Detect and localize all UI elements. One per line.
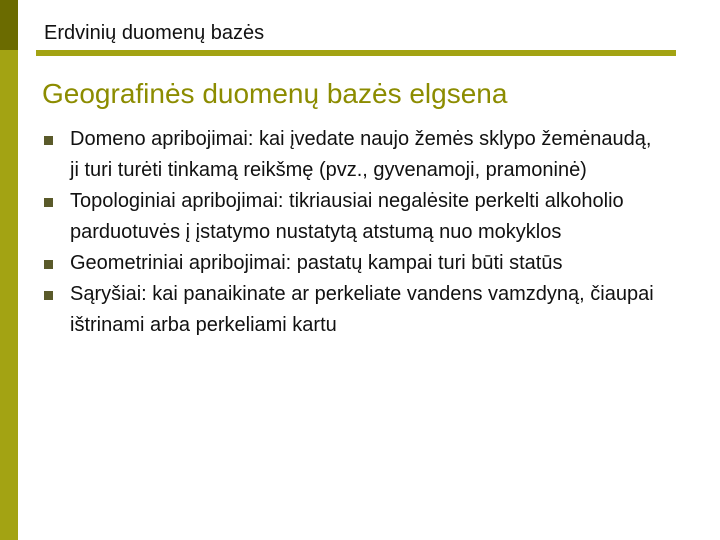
header-divider bbox=[36, 50, 676, 56]
left-accent-bar-top bbox=[0, 0, 18, 50]
left-accent-bar bbox=[0, 0, 18, 540]
bullet-text: Topologiniai apribojimai: tikriausiai negalėsite perkelti alkoholio parduotuvės į įstatymo nustatytą atstumą nuo mokyklos bbox=[70, 190, 624, 243]
bullet-item bbox=[44, 279, 654, 341]
header-title: Erdvinių duomenų bazės bbox=[44, 22, 265, 44]
square-bullet-icon bbox=[44, 291, 53, 300]
bullet-text: Geometriniai apribojimai: pastatų kampai turi būti statūs bbox=[70, 252, 563, 274]
slide-title: Geografinės duomenų bazės elgsena bbox=[42, 78, 508, 109]
square-bullet-icon bbox=[44, 260, 53, 269]
square-bullet-icon bbox=[44, 198, 53, 207]
bullet-item bbox=[44, 124, 654, 186]
bullet-text: Domeno apribojimai: kai įvedate naujo žemės sklypo žemėnaudą, ji turi turėti tinkamą reikšmę (pvz., gyvenamoji, pramoninė) bbox=[70, 128, 652, 181]
bullet-list bbox=[44, 124, 654, 341]
bullet-item bbox=[44, 248, 654, 279]
bullet-item bbox=[44, 186, 654, 248]
square-bullet-icon bbox=[44, 136, 53, 145]
bullet-text: Sąryšiai: kai panaikinate ar perkeliate vandens vamzdyną, čiaupai ištrinami arba perkeliami kartu bbox=[70, 283, 654, 336]
